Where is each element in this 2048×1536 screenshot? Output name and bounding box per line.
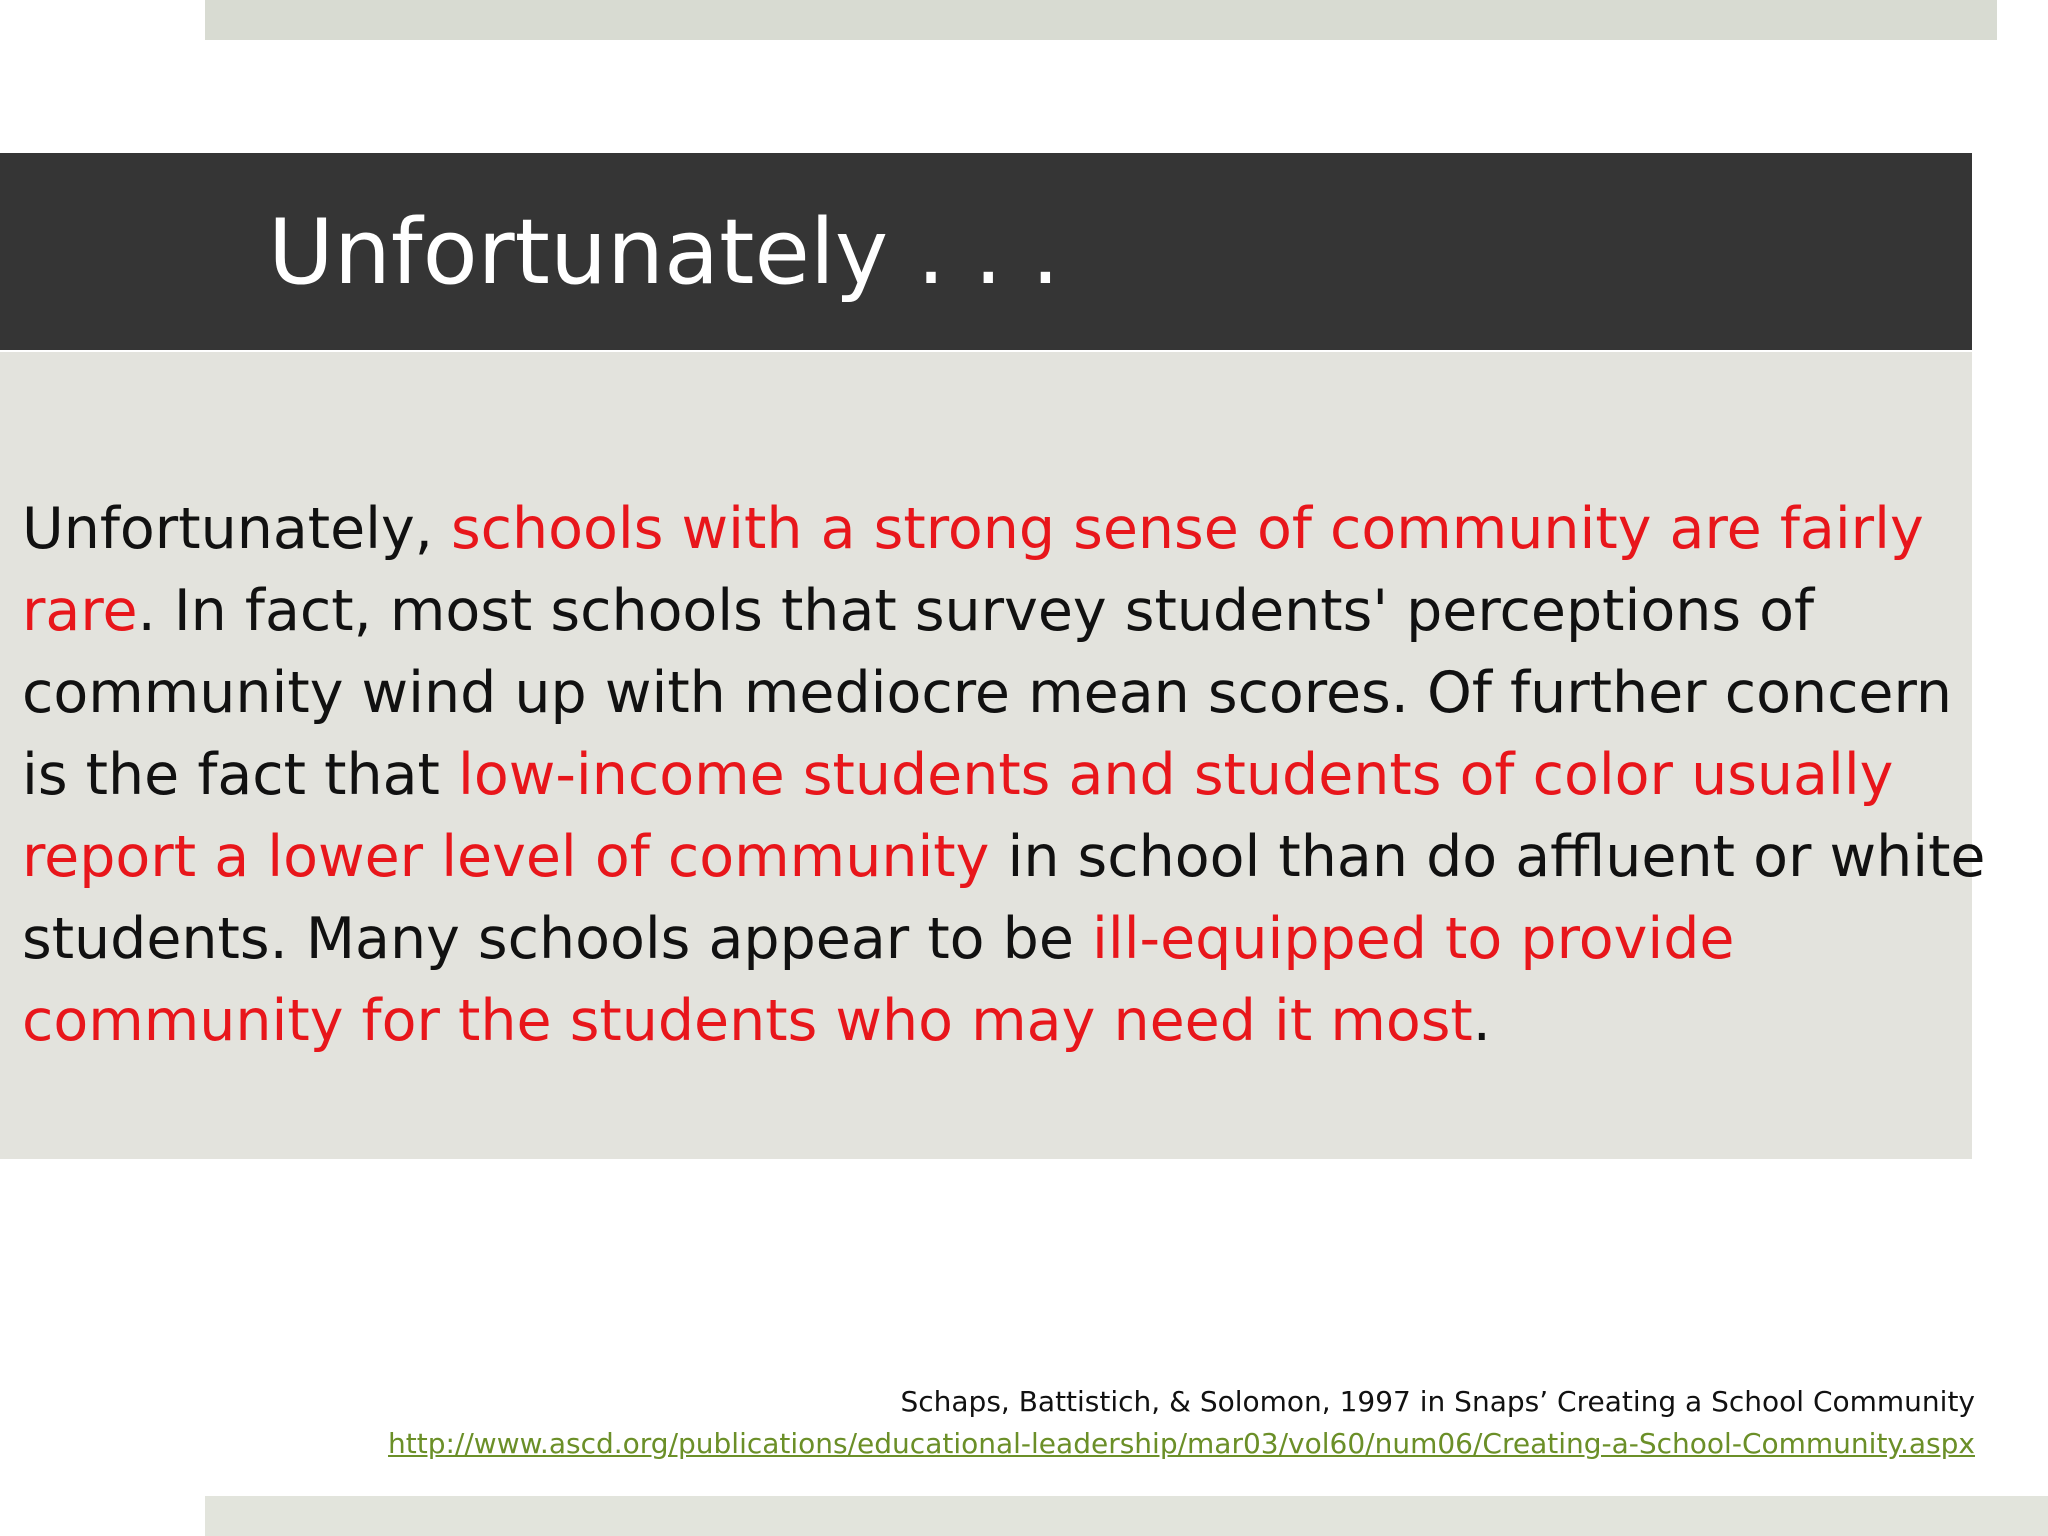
highlighted-text: community for the students who may need it most bbox=[22, 988, 1473, 1054]
slide-title: Unfortunately . . . bbox=[268, 200, 1060, 305]
highlighted-text: schools with a strong sense of community are fairly bbox=[450, 496, 1924, 562]
bottom-decorative-band bbox=[205, 1496, 2048, 1536]
body-paragraph bbox=[22, 488, 1986, 1062]
body-text-segment: . bbox=[1472, 988, 1491, 1054]
body-line bbox=[22, 734, 1962, 816]
body-text-segment: is the fact that bbox=[22, 742, 458, 808]
highlighted-text: low-income students and students of color usually bbox=[458, 742, 1894, 808]
body-line bbox=[22, 980, 1962, 1062]
highlighted-text: report a lower level of community bbox=[22, 824, 990, 890]
source-link[interactable]: http://www.ascd.org/publications/educational-leadership/mar03/vol60/num06/Creating-a-School-Community.aspx bbox=[388, 1427, 1975, 1460]
body-line bbox=[22, 488, 1962, 570]
body-text-segment: Unfortunately, bbox=[22, 496, 451, 562]
body-line bbox=[22, 898, 1962, 980]
body-line bbox=[22, 816, 1986, 898]
top-decorative-band bbox=[205, 0, 1997, 40]
highlighted-text: ill-equipped to provide bbox=[1092, 906, 1735, 972]
body-line bbox=[22, 570, 1962, 652]
highlighted-text: rare bbox=[22, 578, 138, 644]
body-text-segment: in school than do affluent or white bbox=[989, 824, 1986, 890]
body-line bbox=[22, 652, 1962, 734]
body-text-segment: community wind up with mediocre mean scores. Of further concern bbox=[22, 660, 1953, 726]
body-text-segment: . In fact, most schools that survey students' perceptions of bbox=[137, 578, 1815, 644]
citation-text: Schaps, Battistich, & Solomon, 1997 in Snaps’ Creating a School Community bbox=[900, 1385, 1975, 1418]
body-text-segment: students. Many schools appear to be bbox=[22, 906, 1093, 972]
